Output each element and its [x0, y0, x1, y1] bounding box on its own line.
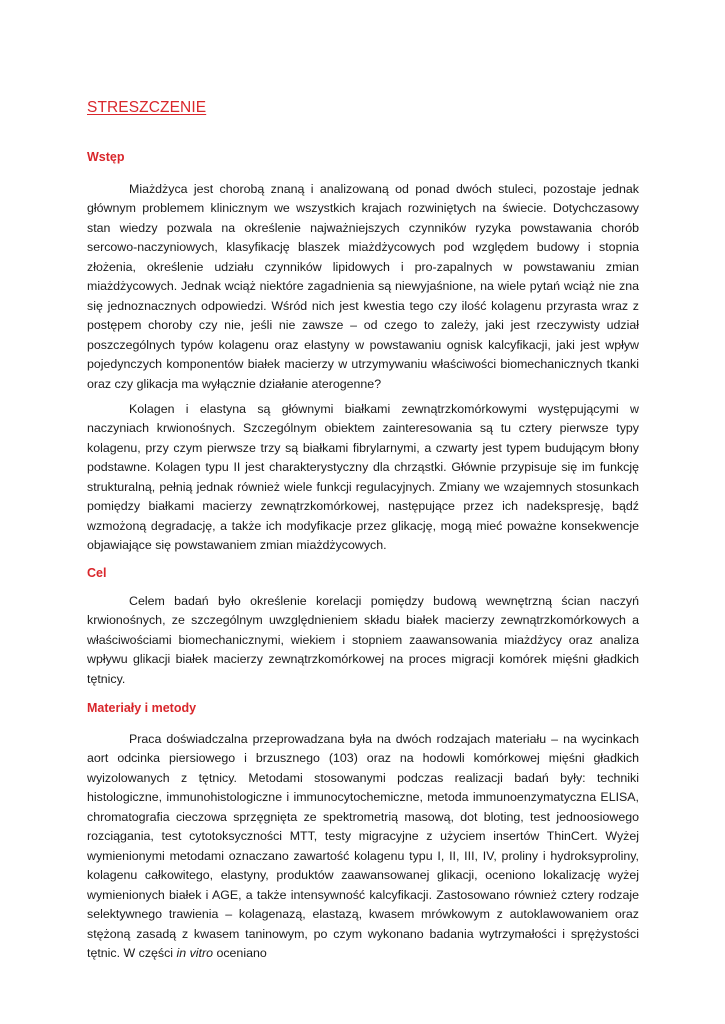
paragraph-cel-1: Celem badań było określenie korelacji pomiędzy budową wewnętrzną ścian naczyń krwionośnych, ze szczególnym uwzględnieniem składu białek macierzy zewnątrzkomórkowych a właściwościami biomechanicznymi, wiekiem i stopniem zaawansowania miażdżycy oraz analiza wpływu glikacji białek macierzy zewnątrzkomórkowej na proces migracji komórek mięśni gładkich tętnicy. [87, 594, 639, 686]
paragraph-wstep-1: Miażdżyca jest chorobą znaną i analizowaną od ponad dwóch stuleci, pozostaje jednak głównym problemem klinicznym we wszystkich krajach rozwiniętych na świecie. Dotychczasowy stan wiedzy pozwala na określenie najważniejszych czynników ryzyka powstawania chorób sercowo-naczyniowych, klasyfikację blaszek miażdżycowych pod względem budowy i stopnia złożenia, określenie udziału czynników lipidowych i pro-zapalnych w powstawaniu zmian miażdżycowych. Jednak wciąż niektóre zagadnienia są niewyjaśnione, na wiele pytań wciąż nie zna się jednoznacznych odpowiedzi. Wśród nich jest kwestia tego czy ilość kolagenu przyrasta wraz z postępem choroby czy nie, jeśli nie zawsze – od czego to zależy, jaki jest rzeczywisty udział poszczególnych typów kolagenu oraz elastyny w powstawaniu ognisk kalcyfikacji, jaki jest wpływ pojedynczych komponentów białek macierzy w utrzymywaniu właściwości biomechanicznych tkanki oraz czy glikacja ma wyłącznie działanie aterogenne? [87, 182, 639, 391]
document-title: STRESZCZENIE [87, 99, 207, 116]
italic-in-vitro: in vitro [176, 945, 214, 960]
section-heading-cel: Cel [87, 566, 107, 580]
paragraph-materialy-1 [87, 730, 639, 963]
paragraph-wstep-2: Kolagen i elastyna są głównymi białkami zewnątrzkomórkowymi występującymi w naczyniach krwionośnych. Szczególnym obiektem zainteresowania są tu cztery pierwsze typy kolagenu, przy czym pierwsze trzy są białkami fibrylarnymi, a czwarty jest typem budującym błony podstawne. Kolagen typu II jest charakterystyczny dla chrząstki. Głównie przypisuje się im funkcję strukturalną, pełnią jednak również wiele funkcji regulacyjnych. Zmiany we wzajemnych stosunkach pomiędzy białkami macierzy zewnątrzkomórkowej, następujące przez ich nadekspresję, bądź wzmożoną degradację, a także ich modyfikacje przez glikację, mogą mieć poważne konsekwencje objawiające się powstawaniem zmian miażdżycowych. [87, 402, 639, 553]
section-heading-materialy-i-metody: Materiały i metody [87, 701, 197, 715]
paragraph-materialy-end: oceniano [213, 945, 267, 960]
paragraph-materialy-text: Praca doświadczalna przeprowadzana była na dwóch rodzajach materiału – na wycinkach aort odcinka piersiowego i brzusznego (103) oraz na hodowli komórkowej mięśni gładkich wyizolowanych z tętnicy. Metodami stosowanymi podczas realizacji badań były: techniki histologiczne, immunohistologiczne i immunocytochemiczne, metoda immunoenzymatyczna ELISA, chromatografia cieczowa sprzęgnięta ze spektrometrią masową, dot bloting, test jednoosiowego rozciągania, test cytotoksyczności MTT, testy migracyjne z użyciem insertów ThinCert. Wyżej wymienionymi metodami oznaczano zawartość kolagenu typu I, II, III, IV, proliny i hydroksyproliny, kolagenu całkowitego, elastyny, produktów zaawansowanej glikacji, oceniono lokalizację wyżej wymienionych białek i AGE, a także intensywność kalcyfikacji. Zastosowano również cztery rodzaje selektywnego trawienia – kolagenazą, elastazą, kwasem mrówkowym z autoklawowaniem oraz stężoną zasadą z kwasem taninowym, po czym wykonano badania wytrzymałości i sprężystości tętnic. W części [87, 732, 639, 960]
section-heading-wstep: Wstęp [87, 150, 125, 164]
